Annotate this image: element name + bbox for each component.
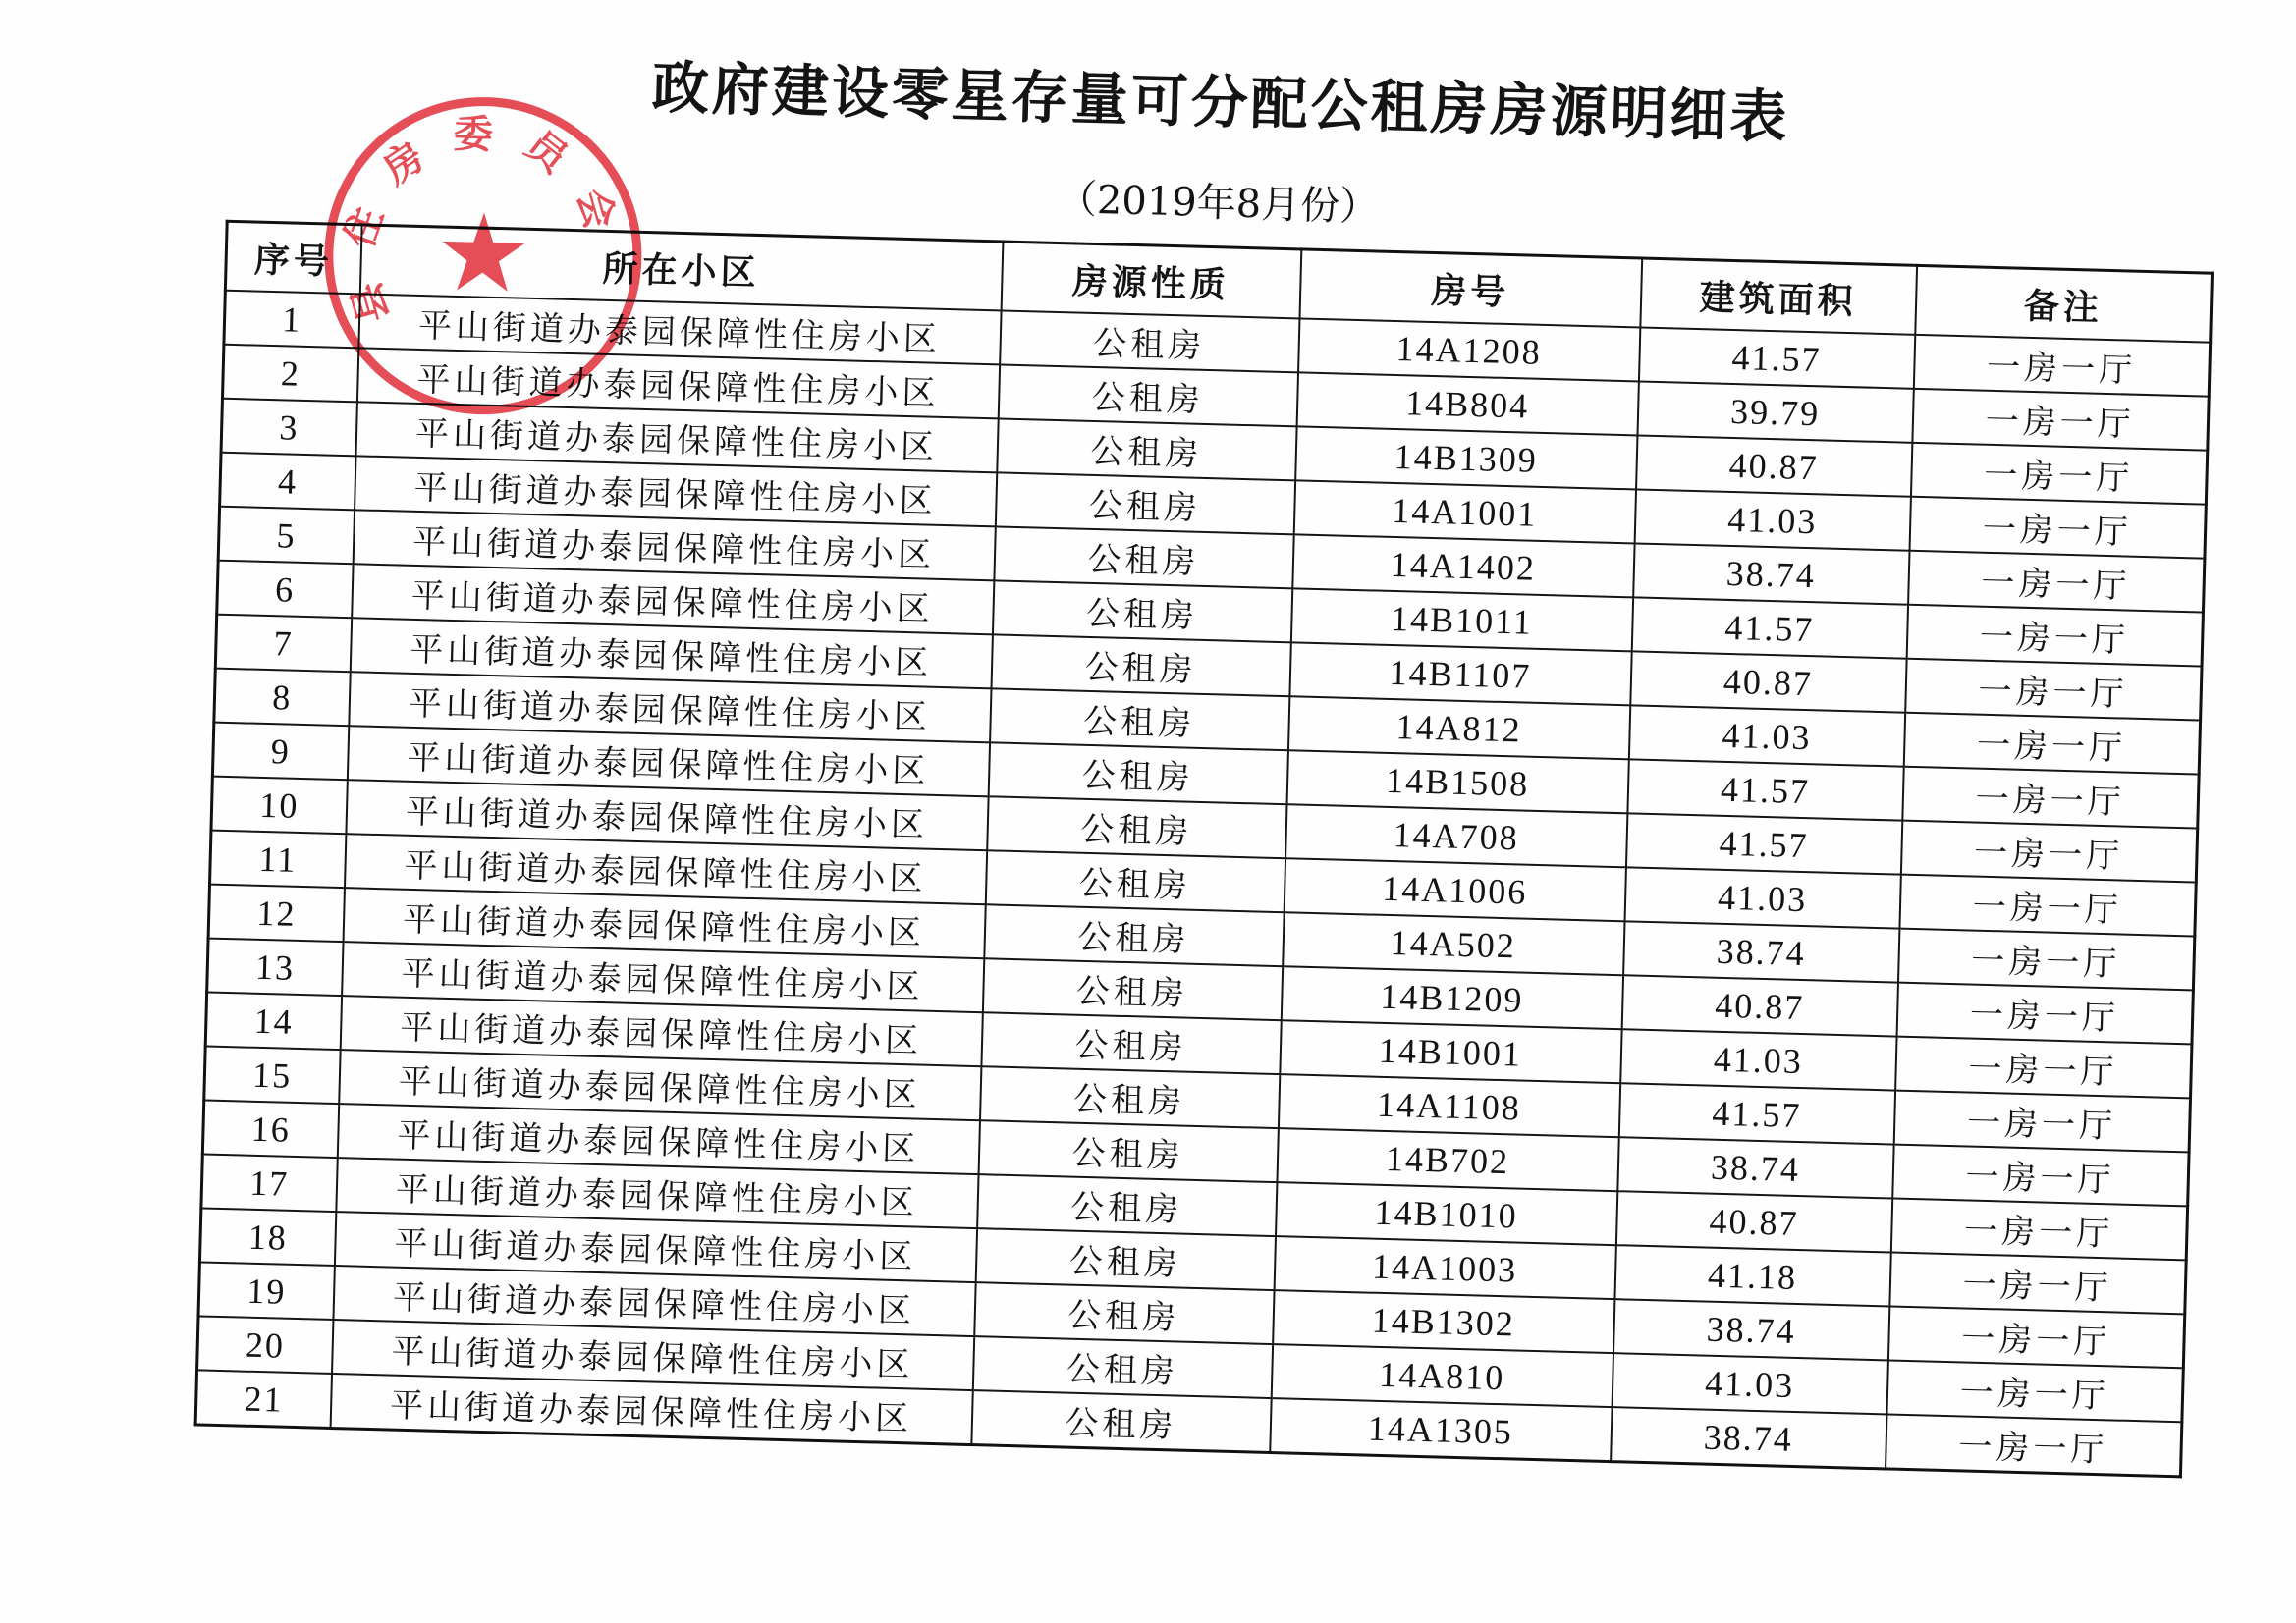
cell-community: 平山街道办泰园保障性住房小区 [342,942,984,1012]
cell-area: 38.74 [1633,543,1909,604]
cell-community: 平山街道办泰园保障性住房小区 [352,564,994,634]
cell-room-no: 14B804 [1296,372,1638,435]
cell-area: 39.79 [1637,381,1913,442]
cell-type: 公租房 [990,688,1289,750]
cell-type: 公租房 [985,850,1285,912]
cell-seq: 4 [220,453,355,511]
cell-room-no: 14A1402 [1292,534,1634,597]
cell-community: 平山街道办泰园保障性住房小区 [337,1104,979,1174]
cell-community: 平山街道办泰园保障性住房小区 [356,348,999,418]
cell-type: 公租房 [997,418,1296,480]
cell-community: 平山街道办泰园保障性住房小区 [347,726,989,796]
cell-area: 41.03 [1612,1353,1887,1414]
cell-room-no: 14B1010 [1276,1182,1617,1245]
cell-area: 40.87 [1630,651,1906,712]
cell-remark: 一房一厅 [1912,389,2209,451]
cell-area: 38.74 [1623,921,1899,982]
cell-community: 平山街道办泰园保障性住房小区 [340,996,982,1066]
cell-community: 平山街道办泰园保障性住房小区 [344,834,986,904]
cell-type: 公租房 [972,1336,1272,1398]
cell-type: 公租房 [1000,310,1299,372]
cell-community: 平山街道办泰园保障性住房小区 [350,618,992,688]
cell-type: 公租房 [982,958,1282,1020]
cell-room-no: 14B1107 [1289,642,1631,705]
cell-seq: 12 [208,885,344,943]
star-icon [441,212,525,293]
cell-seq: 21 [195,1370,331,1428]
cell-type: 公租房 [984,904,1284,966]
cell-remark: 一房一厅 [1896,983,2193,1045]
cell-seq: 7 [215,615,351,673]
cell-area: 38.74 [1613,1299,1889,1360]
cell-remark: 一房一厅 [1886,1360,2183,1422]
cell-room-no: 14B1011 [1290,588,1632,651]
cell-seq: 9 [212,723,348,781]
cell-room-no: 14A810 [1271,1344,1613,1407]
cell-area: 38.74 [1611,1407,1886,1469]
cell-remark: 一房一厅 [1895,1037,2192,1099]
cell-seq: 16 [202,1100,338,1158]
header-seq: 序号 [225,221,361,294]
cell-remark: 一房一厅 [1887,1306,2184,1368]
seal-text-path: 县住房委员会 [335,110,631,328]
cell-remark: 一房一厅 [1908,551,2205,613]
cell-seq: 19 [198,1262,334,1320]
cell-community: 平山街道办泰园保障性住房小区 [339,1050,981,1120]
cell-community: 平山街道办泰园保障性住房小区 [336,1158,978,1228]
cell-area: 41.03 [1620,1029,1896,1090]
cell-room-no: 14B1209 [1281,966,1622,1029]
cell-remark: 一房一厅 [1910,443,2207,505]
cell-community: 平山街道办泰园保障性住房小区 [358,294,1001,364]
cell-remark: 一房一厅 [1897,929,2194,991]
cell-area: 41.57 [1638,327,1914,388]
header-area: 建筑面积 [1640,258,1917,335]
cell-room-no: 14B702 [1277,1128,1618,1191]
cell-area: 41.57 [1625,813,1901,874]
cell-type: 公租房 [974,1282,1274,1344]
cell-remark: 一房一厅 [1906,605,2203,667]
cell-type: 公租房 [975,1228,1275,1290]
header-room-no: 房号 [1299,249,1642,328]
cell-remark: 一房一厅 [1889,1252,2186,1314]
cell-remark: 一房一厅 [1913,335,2210,397]
cell-seq: 10 [211,777,347,835]
cell-room-no: 14A1208 [1298,318,1640,381]
cell-room-no: 14B1508 [1286,750,1628,813]
cell-area: 41.57 [1627,759,1903,820]
cell-seq: 1 [224,291,359,349]
cell-remark: 一房一厅 [1900,821,2197,883]
cell-area: 41.03 [1628,705,1904,766]
cell-community: 平山街道办泰园保障性住房小区 [346,780,988,850]
cell-type: 公租房 [991,634,1290,696]
cell-area: 38.74 [1617,1137,1893,1198]
cell-remark: 一房一厅 [1886,1414,2182,1476]
cell-seq: 11 [210,831,346,889]
cell-community: 平山街道办泰园保障性住房小区 [330,1374,972,1445]
table-body [195,291,2211,1477]
cell-type: 公租房 [978,1120,1278,1182]
page-title: 政府建设零星存量可分配公租房房源明细表 [651,54,1791,151]
cell-seq: 17 [201,1154,337,1212]
cell-type: 公租房 [998,364,1297,426]
cell-type: 公租房 [992,580,1291,642]
cell-seq: 14 [205,993,341,1051]
cell-type: 公租房 [995,472,1294,534]
cell-community: 平山街道办泰园保障性住房小区 [353,510,995,580]
cell-remark: 一房一厅 [1909,497,2206,559]
cell-area: 41.18 [1614,1245,1890,1306]
cell-area: 41.57 [1631,597,1907,658]
cell-remark: 一房一厅 [1893,1091,2190,1153]
cell-community: 平山街道办泰园保障性住房小区 [332,1320,974,1390]
cell-type: 公租房 [988,742,1287,804]
cell-room-no: 14A1001 [1293,480,1635,543]
cell-area: 40.87 [1621,975,1897,1036]
cell-remark: 一房一厅 [1903,713,2200,775]
cell-room-no: 14A1305 [1270,1398,1612,1462]
cell-type: 公租房 [971,1390,1271,1452]
cell-community: 平山街道办泰园保障性住房小区 [349,672,991,742]
cell-area: 40.87 [1636,435,1912,496]
cell-community: 平山街道办泰园保障性住房小区 [334,1212,976,1282]
cell-remark: 一房一厅 [1905,659,2202,721]
cell-community: 平山街道办泰园保障性住房小区 [333,1266,975,1336]
cell-community: 平山街道办泰园保障性住房小区 [355,456,997,526]
official-seal [311,84,654,427]
cell-room-no: 14A502 [1283,912,1624,975]
cell-room-no: 14A1003 [1274,1236,1615,1299]
cell-seq: 13 [207,939,343,997]
cell-area: 41.03 [1634,489,1910,550]
cell-seq: 2 [222,345,357,403]
cell-remark: 一房一厅 [1902,767,2199,829]
cell-remark: 一房一厅 [1892,1145,2189,1207]
cell-remark: 一房一厅 [1899,875,2196,937]
cell-room-no: 14A708 [1285,804,1627,867]
cell-remark: 一房一厅 [1890,1199,2187,1261]
cell-seq: 6 [217,561,353,619]
header-remark: 备注 [1915,265,2213,342]
cell-type: 公租房 [977,1174,1277,1236]
cell-type: 公租房 [987,796,1286,858]
cell-room-no: 14B1001 [1280,1020,1621,1083]
cell-seq: 5 [218,507,354,565]
cell-community: 平山街道办泰园保障性住房小区 [343,888,985,958]
cell-room-no: 14B1302 [1273,1290,1614,1353]
cell-area: 41.57 [1618,1083,1894,1144]
header-community: 所在小区 [359,225,1003,311]
cell-seq: 18 [199,1208,335,1266]
cell-community: 平山街道办泰园保障性住房小区 [355,402,998,472]
cell-room-no: 14A1006 [1284,858,1625,921]
document-page [128,12,2277,1559]
cell-seq: 8 [214,669,350,727]
cell-type: 公租房 [994,526,1293,588]
cell-seq: 20 [197,1316,333,1374]
cell-seq: 15 [204,1047,340,1105]
cell-room-no: 14A812 [1287,696,1629,759]
cell-area: 41.03 [1624,867,1900,928]
cell-room-no: 14A1108 [1278,1074,1619,1137]
cell-area: 40.87 [1615,1191,1891,1252]
header-type: 房源性质 [1001,242,1301,318]
cell-type: 公租房 [979,1066,1279,1128]
cell-type: 公租房 [981,1012,1281,1074]
cell-room-no: 14B1309 [1295,426,1637,489]
cell-seq: 3 [221,399,356,457]
page-subtitle: （2019年8月份） [1057,176,1380,231]
